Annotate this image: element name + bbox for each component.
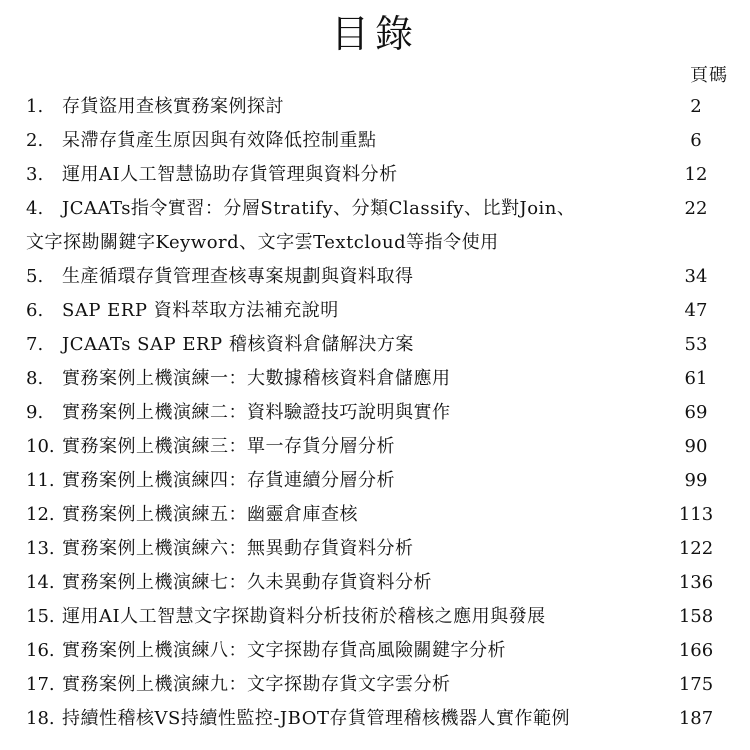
- entry-number: 10.: [26, 436, 55, 457]
- entry-page: 61: [684, 368, 708, 389]
- entry-page: 47: [684, 300, 708, 321]
- toc-entry-10: [26, 432, 730, 466]
- toc-entry-3: [26, 160, 730, 194]
- toc-entry-15: [26, 602, 730, 636]
- toc-entry-16: [26, 636, 730, 670]
- entry-page: 158: [678, 606, 714, 627]
- entry-title: 運用AI人工智慧文字探勘資料分析技術於稽核之應用與發展: [62, 606, 546, 627]
- entry-title: JCAATs指令實習：分層Stratify、分類Classify、比對Join、: [62, 198, 576, 219]
- entry-number: 14.: [26, 572, 55, 593]
- entry-title: JCAATs SAP ERP 稽核資料倉儲解決方案: [62, 334, 414, 355]
- entry-page: 69: [684, 402, 708, 423]
- entry-number: 15.: [26, 606, 55, 627]
- toc-entry-6: [26, 296, 730, 330]
- entry-number: 16.: [26, 640, 55, 661]
- toc-entry-13: [26, 534, 730, 568]
- page-number-header: 頁碼: [690, 65, 728, 86]
- entry-number: 5.: [26, 266, 44, 287]
- entry-title: 呆滯存貨產生原因與有效降低控制重點: [62, 130, 377, 151]
- entry-number: 17.: [26, 674, 55, 695]
- toc-entry-2: [26, 126, 730, 160]
- entry-page: 22: [684, 198, 708, 219]
- toc-entry-8: [26, 364, 730, 398]
- toc-entry-1: [26, 92, 730, 126]
- entry-title: 運用AI人工智慧協助存貨管理與資料分析: [62, 164, 398, 185]
- entry-page: 136: [678, 572, 714, 593]
- entry-title: 實務案例上機演練八：文字探勘存貨高風險關鍵字分析: [62, 640, 506, 661]
- entry-title: 實務案例上機演練四：存貨連續分層分析: [62, 470, 395, 491]
- toc-entry-14: [26, 568, 730, 602]
- entry-page: 122: [678, 538, 714, 559]
- entry-page: 99: [684, 470, 708, 491]
- entry-number: 1.: [26, 96, 44, 117]
- entry-number: 9.: [26, 402, 44, 423]
- entry-number: 6.: [26, 300, 44, 321]
- entry-number: 4.: [26, 198, 44, 219]
- entry-title: 實務案例上機演練七：久未異動存貨資料分析: [62, 572, 432, 593]
- entry-title: 實務案例上機演練九：文字探勘存貨文字雲分析: [62, 674, 451, 695]
- entry-title: 實務案例上機演練五：幽靈倉庫查核: [62, 504, 358, 525]
- toc-entry-9: [26, 398, 730, 432]
- toc-entry-17: [26, 670, 730, 704]
- page-title: 目錄: [330, 12, 419, 56]
- entry-page: 113: [678, 504, 714, 525]
- entry-number: 12.: [26, 504, 55, 525]
- entry-page: 12: [684, 164, 708, 185]
- entry-number: 2.: [26, 130, 44, 151]
- entry-title: 實務案例上機演練一：大數據稽核資料倉儲應用: [62, 368, 451, 389]
- entry-number: 7.: [26, 334, 44, 355]
- entry-number: 8.: [26, 368, 44, 389]
- toc-entry-4: [26, 194, 730, 262]
- entry-page: 166: [678, 640, 714, 661]
- entry-title: 生產循環存貨管理查核專案規劃與資料取得: [62, 266, 414, 287]
- entry-title-continuation: 文字探勘關鍵字Keyword、文字雲Textcloud等指令使用: [26, 232, 499, 253]
- entry-page: 175: [678, 674, 714, 695]
- toc-entry-5: [26, 262, 730, 296]
- entry-title: 存貨盜用查核實務案例探討: [62, 96, 284, 117]
- entry-page: 2: [690, 96, 702, 117]
- entry-title: 實務案例上機演練二：資料驗證技巧說明與實作: [62, 402, 451, 423]
- entry-page: 34: [684, 266, 708, 287]
- entry-page: 6: [690, 130, 702, 151]
- entry-number: 13.: [26, 538, 55, 559]
- toc-entry-12: [26, 500, 730, 534]
- entry-page: 90: [684, 436, 708, 457]
- toc-entry-11: [26, 466, 730, 500]
- entry-number: 18.: [26, 708, 55, 729]
- entry-page: 53: [684, 334, 708, 355]
- toc-entry-18: [26, 704, 730, 738]
- entry-title: 持續性稽核VS持續性監控-JBOT存貨管理稽核機器人實作範例: [62, 708, 570, 729]
- entry-page: 187: [678, 708, 714, 729]
- entry-title: 實務案例上機演練六：無異動存貨資料分析: [62, 538, 414, 559]
- toc-list: [26, 92, 730, 738]
- entry-number: 11.: [26, 470, 55, 491]
- entry-number: 3.: [26, 164, 44, 185]
- entry-title: SAP ERP 資料萃取方法補充說明: [62, 300, 339, 321]
- toc-entry-7: [26, 330, 730, 364]
- entry-title: 實務案例上機演練三：單一存貨分層分析: [62, 436, 395, 457]
